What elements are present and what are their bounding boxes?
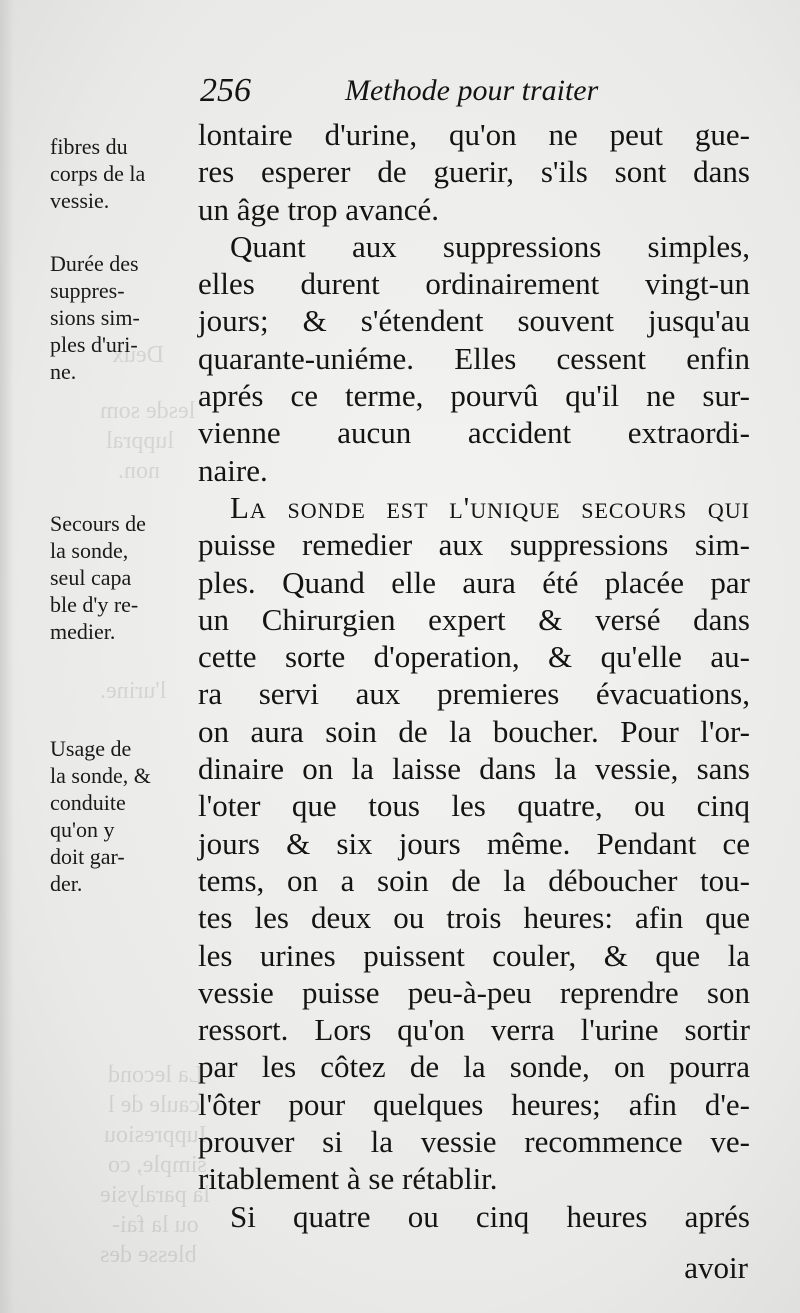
show-through-text: ou la fai- [112,1212,199,1238]
catchword: avoir [684,1250,748,1285]
text-line: on aura soin de la boucher. Pour l'or- [198,713,750,749]
text-line: un âge trop avancé. [198,191,439,227]
text-line: aprés ce terme, pourvû qu'il ne sur- [198,378,750,414]
text-line: lontaire d'urine, qu'on ne peut gue- [198,117,750,152]
margin-note-line: sions sim- [50,305,140,330]
margin-note-line: fibres du [50,134,128,159]
margin-note-line: qu'on y [50,817,115,842]
margin-note-line: ne. [50,359,77,384]
margin-note-line: der. [50,871,83,896]
text-line: les urines puissent couler, & que la [198,937,750,973]
text-line: tes les deux ou trois heures: afin que [198,900,750,936]
margin-note-line: vessie. [50,188,110,213]
show-through-text: la paralysie [100,1182,210,1208]
show-through-text: non. [118,458,160,484]
show-through-text: lesde som [100,398,196,424]
text-line: l'ôter pour quelques heures; afin d'e- [198,1086,750,1122]
text-line: un Chirurgien expert & versé dans [198,601,750,637]
margin-note-line: doit gar- [50,844,125,869]
margin-note-line: Secours de [50,511,146,536]
margin-note-line: suppres- [50,278,125,303]
text-line: l'oter que tous les quatre, ou cinq [198,788,750,824]
text-line: vienne aucun accident extraordi- [198,415,750,451]
show-through-text: simple, co [108,1152,207,1178]
text-line: puisse remedier aux suppressions sim- [198,527,750,563]
text-line: Quant aux suppressions simples, [230,228,750,264]
text-line: ritablement à se rétablir. [198,1161,498,1197]
margin-note-line: medier. [50,619,116,644]
show-through-text: luppral [106,428,174,454]
page-number: 256 [200,72,251,109]
margin-note-line: ples d'uri- [50,332,138,357]
text-line: ples. Quand elle aura été placée par [198,564,750,600]
text-line: jours; & s'étendent souvent jusqu'au [198,303,750,339]
text-line: jours & six jours même. Pendant ce [198,825,750,861]
running-head: Methode pour traiter [345,74,599,107]
margin-note-duree [50,250,190,385]
margin-note-usage [50,735,190,897]
text-line: quarante-uniéme. Elles cessent enfin [198,340,750,376]
margin-note-line: Durée des [50,251,139,276]
text-line: naire. [198,452,268,488]
margin-note-line: la sonde, [50,538,129,563]
show-through-text: caule de l [108,1092,200,1118]
show-through-text: La lecond [108,1062,204,1088]
text-line: vessie puisse peu-à-peu reprendre son [198,974,750,1010]
show-through-text: blesse des [100,1242,197,1268]
show-through-text: Deux [112,342,164,368]
text-line: prouver si la vessie recommence ve- [198,1124,750,1160]
page-gutter-shadow [0,0,14,1313]
show-through-text: l'urine. [100,678,167,704]
text-line: Si quatre ou cinq heures aprés [230,1198,750,1234]
margin-note-line: la sonde, & [50,763,151,788]
text-line: La sonde est l'unique secours qui [230,489,750,525]
show-through-text: Iuppresiou [104,1122,207,1148]
text-line: cette sorte d'operation, & qu'elle au- [198,639,750,675]
margin-note-line: Usage de [50,736,132,761]
page-header [0,72,800,120]
margin-note-line: seul capa [50,565,132,590]
text-line: elles durent ordinairement vingt-un [198,266,750,302]
body-text [198,116,750,1235]
text-line: dinaire on la laisse dans la vessie, sans [198,751,750,787]
margin-note-fibres [50,133,190,214]
text-line: tems, on a soin de la déboucher tou- [198,862,750,898]
text-line: par les côtez de la sonde, on pourra [198,1049,750,1085]
margin-note-secours [50,510,190,645]
margin-note-line: conduite [50,790,126,815]
text-line: res esperer de guerir, s'ils sont dans [198,154,750,190]
margin-note-line: ble d'y re- [50,592,139,617]
text-line: ra servi aux premieres évacuations, [198,676,750,712]
margin-note-line: corps de la [50,161,146,186]
text-line: ressort. Lors qu'on verra l'urine sortir [198,1012,750,1048]
